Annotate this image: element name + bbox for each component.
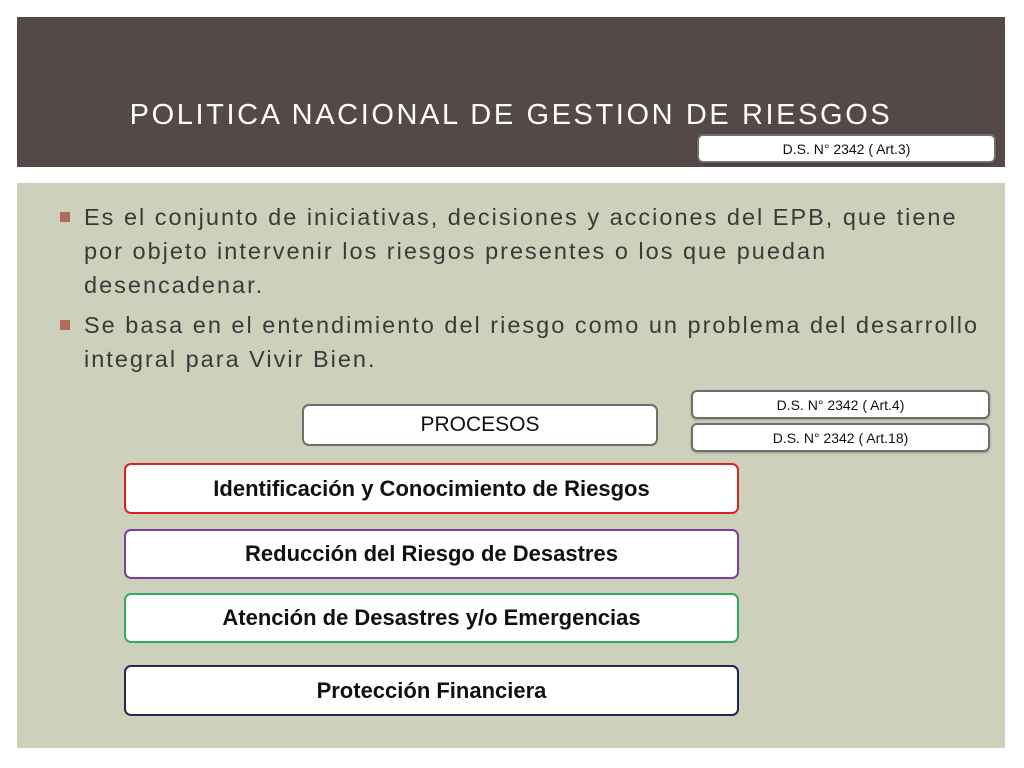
bullet-text: Se basa en el entendimiento del riesgo como un problema del desarrollo integral para Vivir Bien. bbox=[84, 312, 980, 372]
square-bullet-icon bbox=[60, 212, 70, 222]
bullet-text: Es el conjunto de iniciativas, decisiones y acciones del EPB, que tiene por objeto intervenir los riesgos presentes o los que puedan desencadenar. bbox=[84, 204, 958, 298]
process-box-proteccion: Protección Financiera bbox=[124, 665, 739, 716]
bullet-item bbox=[58, 308, 988, 376]
process-box-reduccion: Reducción del Riesgo de Desastres bbox=[124, 529, 739, 579]
slide-title: POLITICA NACIONAL DE GESTION DE RIESGOS bbox=[129, 99, 893, 131]
ref-box-art18: D.S. N° 2342 ( Art.18) bbox=[691, 423, 990, 452]
ref-box-art4: D.S. N° 2342 ( Art.4) bbox=[691, 390, 990, 419]
square-bullet-icon bbox=[60, 320, 70, 330]
process-box-identificacion: Identificación y Conocimiento de Riesgos bbox=[124, 463, 739, 514]
bullet-item bbox=[58, 200, 988, 302]
ref-box-art3: D.S. N° 2342 ( Art.3) bbox=[697, 134, 996, 163]
bullet-list bbox=[58, 200, 988, 382]
procesos-header: PROCESOS bbox=[302, 404, 658, 446]
process-box-atencion: Atención de Desastres y/o Emergencias bbox=[124, 593, 739, 643]
